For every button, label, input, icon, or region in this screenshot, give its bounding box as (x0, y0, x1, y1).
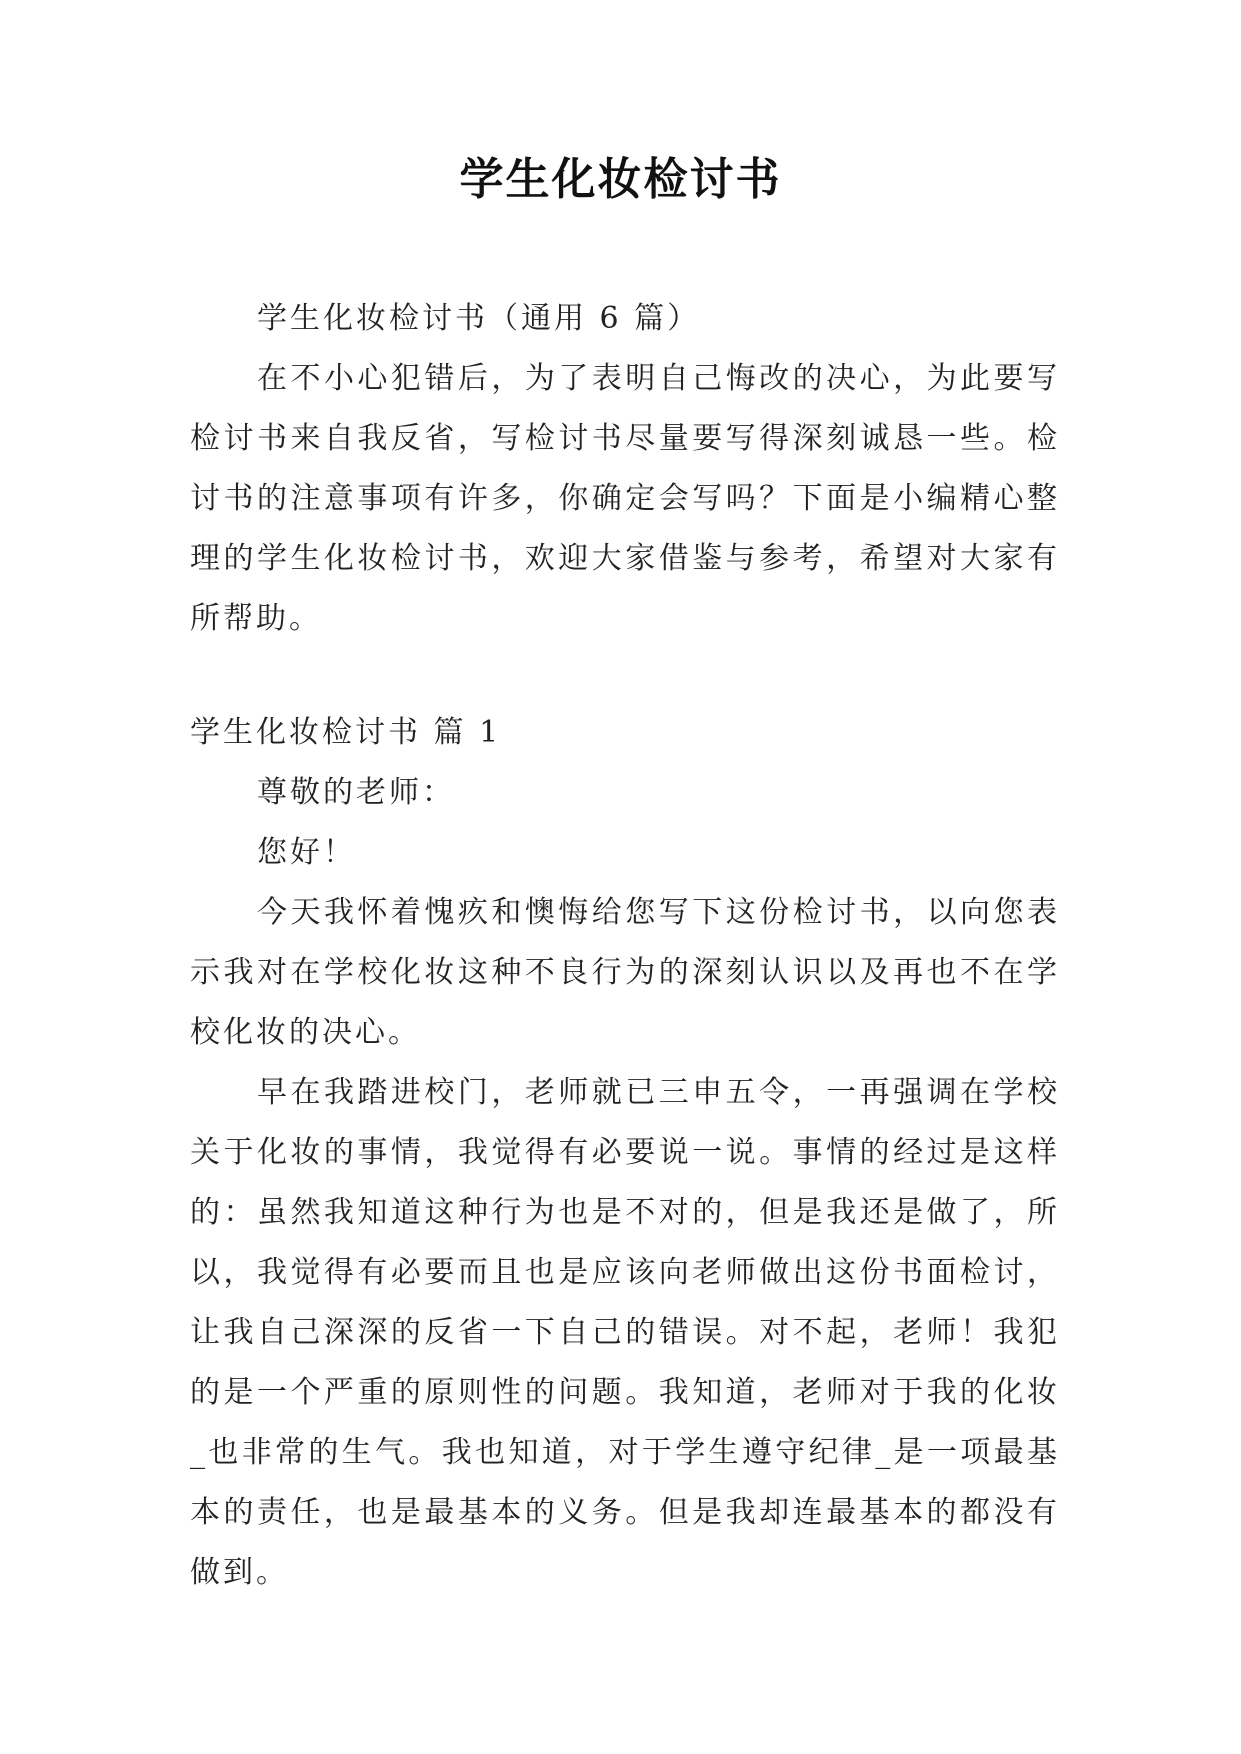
document-title: 学生化妆检讨书 (459, 154, 782, 205)
greeting: 您好！ (257, 835, 356, 870)
intro-paragraph: 在不小心犯错后，为了表明自己悔改的决心，为此要写检讨书来自我反省，写检讨书尽量要写得深刻诚恳一些。检讨书的注意事项有许多，你确定会写吗？下面是小编精心整理的学生化妆检讨书，欢迎大家借鉴与参考，希望对大家有所帮助。 (190, 361, 1060, 636)
salutation: 尊敬的老师： (257, 775, 455, 810)
section-heading: 学生化妆检讨书 篇 1 (190, 715, 502, 750)
body-paragraph-1: 今天我怀着愧疚和懊悔给您写下这份检讨书，以向您表示我对在学校化妆这种不良行为的深刻认识以及再也不在学校化妆的决心。 (190, 895, 1060, 1050)
document-body (190, 289, 1060, 1603)
document-subtitle: 学生化妆检讨书（通用 6 篇） (257, 301, 701, 336)
body-paragraph-2: 早在我踏进校门，老师就已三申五令，一再强调在学校关于化妆的事情，我觉得有必要说一说。事情的经过是这样的：虽然我知道这种行为也是不对的，但是我还是做了，所以，我觉得有必要而且也是应该向老师做出这份书面检讨，让我自己深深的反省一下自己的错误。对不起，老师！我犯的是一个严重的原则性的问题。我知道，老师对于我的化妆_也非常的生气。我也知道，对于学生遵守纪律_是一项最基本的责任，也是最基本的义务。但是我却连最基本的都没有做到。 (190, 1075, 1060, 1590)
